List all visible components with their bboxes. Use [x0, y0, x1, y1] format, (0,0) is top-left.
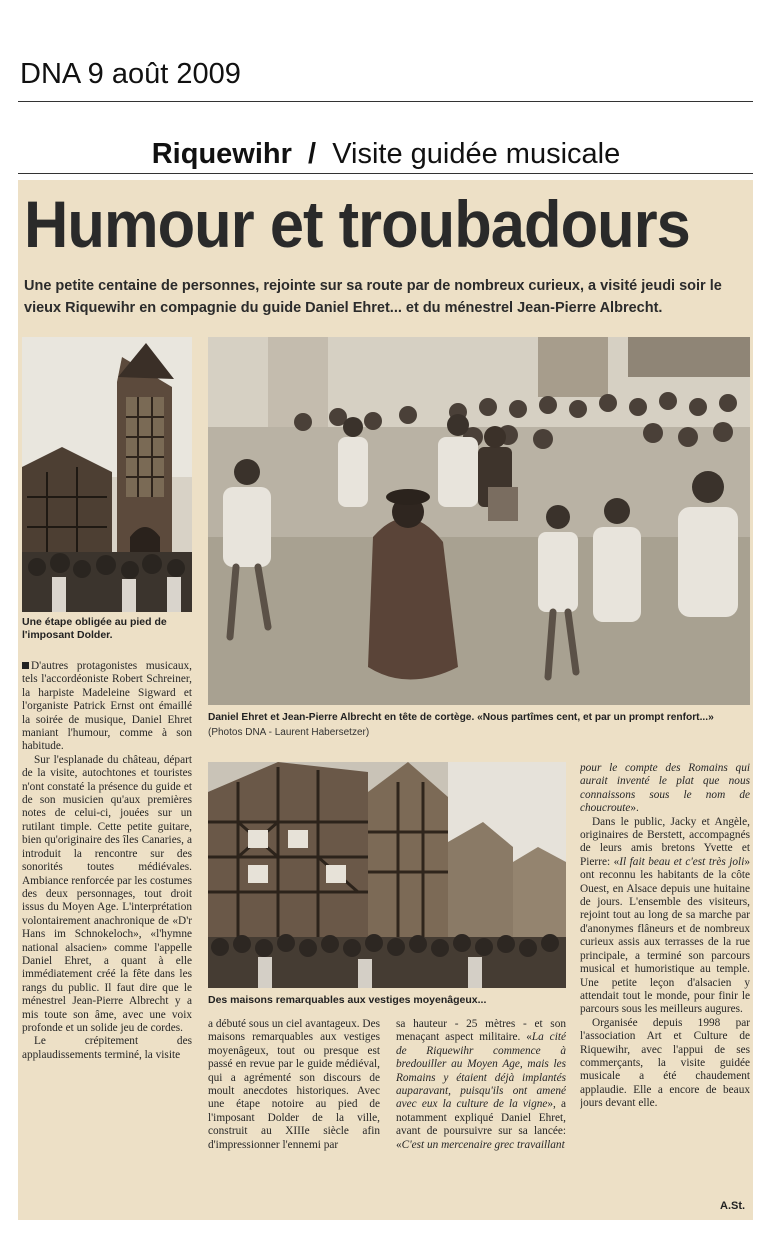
- tower-photo: [22, 337, 192, 612]
- col4-text-1: ».: [630, 802, 639, 815]
- article-headline: Humour et troubadours: [24, 187, 690, 261]
- col4-text-2: Dans le public, Jacky et Angèle, originaires de Berstett, accompagnés de leurs amis bretons Yvette et Pierre: «: [580, 815, 750, 868]
- col1-paragraph-1: D'autres protagonistes musicaux, tels l'accordéoniste Robert Schreiner, la harpiste Madeleine Sigward et l'organiste Patrick Ernst ont émaillé la soirée de musique, Daniel Ehret maniant l'humour, comme à son habitude.: [22, 660, 192, 753]
- header-rule-top: [18, 101, 753, 102]
- col3-text-1: sa hauteur - 25 mètres - et son menaçant aspect militaire. «: [396, 1018, 566, 1044]
- header-subtitle: Visite guidée musicale: [332, 138, 621, 170]
- procession-caption: Daniel Ehret et Jean-Pierre Albrecht en tête de cortège. «Nous partîmes cent, et par un prompt renfort...»: [208, 712, 714, 723]
- col1-paragraph-3: Le crépitement des applaudissements terminé, la visite: [22, 1035, 192, 1061]
- col1-paragraph-2: Sur l'esplanade du château, départ de la visite, autochtones et touristes n'ont constaté la présence du guide et de son musicien qu'aux premières notes de celui-ci, jouées sur un rutilant timple. Cette petite guitare, bien qu'originaire des îles Canaries, a introduit la rencontre sur des sonorités toutes médiévales. Ambiance renforcée par les costumes des deux personnages, tout droit issus du Moyen Age. L'interprétation volontairement anachronique de «D'r Hans im Schnokeloch», «l'hymne national alsacien» comme l'appelle Daniel Ehret, a quant à elle immédiatement créé la fête dans les rangs du public. Il faut dire que le ménestrel Jean-Pierre Albrecht y a mis toute son âme, avec une voix profonde et un solide jeu de cordes.: [22, 753, 192, 1034]
- header-rule-bottom: [18, 173, 753, 174]
- header-date: DNA 9 août 2009: [20, 58, 241, 90]
- houses-caption: Des maisons remarquables aux vestiges moyenâgeux...: [208, 994, 487, 1006]
- paragraph-bullet-icon: [22, 662, 29, 669]
- author-signature: A.St.: [720, 1200, 746, 1212]
- col3-text-2: », a notamment expliqué Daniel Ehret, avant de poursuivre sur sa lancée: «: [396, 1098, 566, 1151]
- procession-photo: [208, 337, 750, 705]
- header-place: Riquewihr: [151, 138, 292, 170]
- header-title: [0, 138, 772, 171]
- col4-quote-1: pour le compte des Romains qui aurait inventé le plat que nous connaissons sous le nom de choucroute: [580, 762, 750, 815]
- header-separator: /: [308, 138, 317, 170]
- col2-paragraph-1: a débuté sous un ciel avantageux. Des maisons remarquables aux vestiges moyenâgeux, tout ou presque est passé en revue par le guide médiéval, qui a agrémenté son discours de moult anecdotes historiques. Avec une étape notoire au pied de l'imposant Dolder de la ville, construit au XIIIe siècle afin d'impressionner l'ennemi par: [208, 1018, 380, 1151]
- photo-credit: (Photos DNA - Laurent Habersetzer): [208, 727, 370, 738]
- article-lede: Une petite centaine de personnes, rejointe sur sa route par de nombreux curieux, a visité jeudi soir le vieux Riquewihr en compagnie du guide Daniel Ehret... et du ménestrel Jean-Pierre Albrecht.: [24, 278, 722, 316]
- column-4: [580, 762, 750, 1202]
- column-1: [22, 660, 192, 1216]
- houses-photo: [208, 762, 566, 988]
- newspaper-clipping: [18, 180, 753, 1220]
- column-2: [208, 1018, 380, 1216]
- col3-quote-2: C'est un mercenaire grec travaillant: [401, 1138, 565, 1151]
- column-3: [396, 1018, 566, 1216]
- col4-quote-2: Il fait beau et c'est très joli: [619, 855, 745, 868]
- tower-caption: Une étape obligée au pied de l'imposant Dolder.: [22, 616, 167, 641]
- col4-paragraph-3: Organisée depuis 1998 par l'association Art et Culture de Riquewihr, avec l'appui de ses commerçants, la visite guidée musicale a été chaudement applaudie. Elle a encore de beaux jours devant elle.: [580, 1016, 750, 1110]
- col3-quote-1: La cité de Riquewihr commence à bredouiller au Moyen Age, mais les Romains y étaient déjà implantés auparavant, puisqu'ils ont amené avec eux la culture de la vigne: [396, 1031, 566, 1111]
- col4-text-3: » ont reconnu les habitants de la côte Ouest, en Alsace depuis une huitaine de jours. L'ensemble des visiteurs, rejoint tout au long de sa marche par d'anonymes flâneurs et de nombreux curieux assis aux terrasses de la rue principale, a terminé son parcours musical et humoristique au temple. Une petite leçon d'alsacien y attendait tout le monde, pour finir le parcours sous les meilleurs augures.: [580, 855, 750, 1016]
